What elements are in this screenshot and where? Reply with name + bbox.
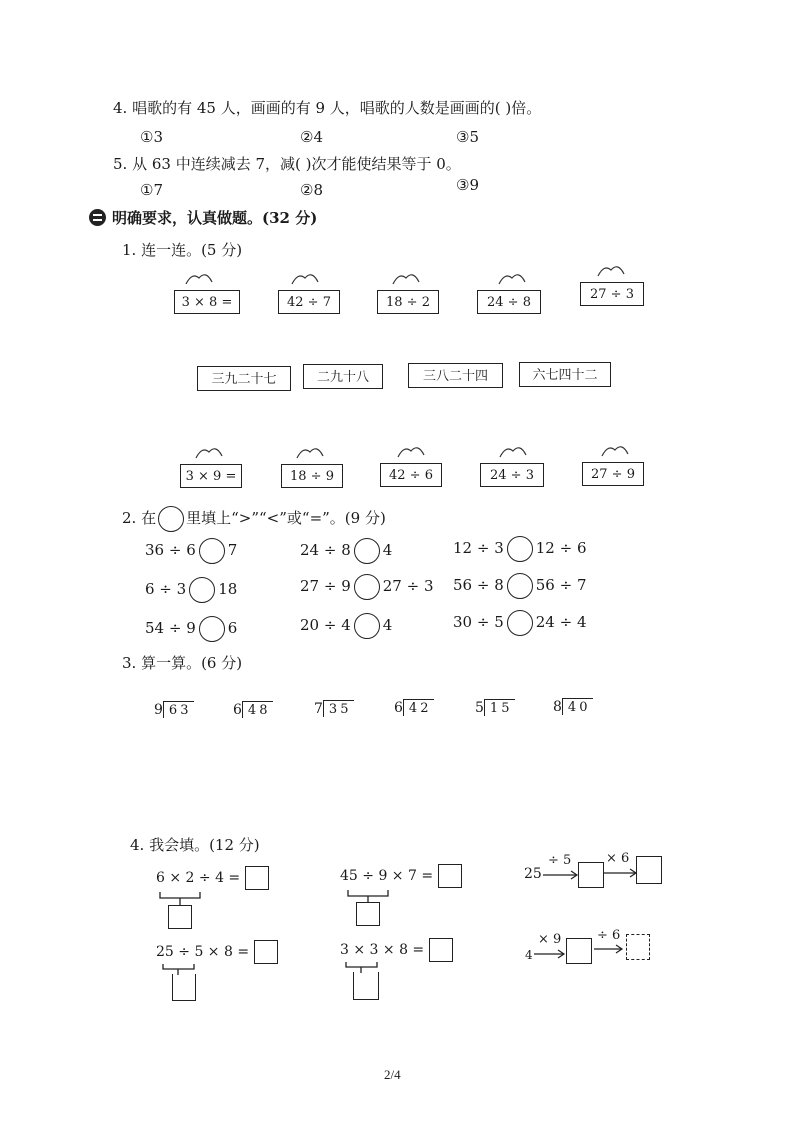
long-division-3[interactable] xyxy=(314,700,354,717)
compare-item xyxy=(145,538,237,564)
divisor: 8 xyxy=(553,699,562,715)
answer-box[interactable] xyxy=(438,864,462,888)
top-card-3 xyxy=(377,270,439,314)
compare-circle[interactable] xyxy=(199,616,225,642)
chain-box-2[interactable] xyxy=(636,856,662,884)
divisor: 7 xyxy=(314,701,323,717)
bottom-expression-4[interactable]: 24 ÷ 3 xyxy=(480,463,544,487)
q5-option-1[interactable]: ①7 xyxy=(140,181,163,199)
dividend: 40 xyxy=(562,698,594,715)
question-5-text: 5. 从 63 中连续减去 7，减( )次才能使结果等于 0。 xyxy=(113,155,461,173)
decoration-icon xyxy=(391,270,421,286)
compare-left: 6 ÷ 3 xyxy=(145,580,187,598)
top-card-4 xyxy=(477,270,541,314)
compare-circle[interactable] xyxy=(189,577,215,603)
intermediate-box[interactable] xyxy=(168,905,192,929)
bottom-expression-1[interactable]: 3 × 9 = xyxy=(180,464,242,488)
top-card-2 xyxy=(278,270,340,314)
dividend: 48 xyxy=(242,701,274,718)
q5-option-2[interactable]: ②8 xyxy=(300,181,323,199)
part-2-title-prefix: 2. 在 xyxy=(122,509,157,527)
compare-left: 56 ÷ 8 xyxy=(453,576,504,594)
compare-circle[interactable] xyxy=(354,538,380,564)
divisor: 6 xyxy=(233,702,242,718)
chain-start-1: 25 xyxy=(524,866,542,882)
arrow-icon xyxy=(543,870,579,880)
compare-circle[interactable] xyxy=(354,574,380,600)
compare-right: 7 xyxy=(227,541,238,559)
chain-box-1[interactable] xyxy=(578,862,604,888)
compare-left: 12 ÷ 3 xyxy=(453,539,504,557)
long-division-2[interactable] xyxy=(233,701,273,718)
compare-right: 56 ÷ 7 xyxy=(535,576,587,594)
section-number-icon xyxy=(89,209,106,226)
bottom-card-3 xyxy=(380,443,442,487)
compare-left: 30 ÷ 5 xyxy=(453,613,504,631)
top-expression-3[interactable]: 18 ÷ 2 xyxy=(377,290,439,314)
compare-left: 54 ÷ 9 xyxy=(145,619,196,637)
top-expression-4[interactable]: 24 ÷ 8 xyxy=(477,290,541,314)
compare-right: 24 ÷ 4 xyxy=(535,613,587,631)
dividend: 63 xyxy=(163,701,195,718)
intermediate-box[interactable] xyxy=(172,974,196,1001)
part-2-title-suffix: 里填上“>”“<”或“=”。(9 分) xyxy=(186,509,386,527)
bottom-expression-2[interactable]: 18 ÷ 9 xyxy=(281,464,343,488)
bottom-expression-3[interactable]: 42 ÷ 6 xyxy=(380,463,442,487)
top-expression-5[interactable]: 27 ÷ 3 xyxy=(580,282,644,306)
q4-option-2[interactable]: ②4 xyxy=(300,128,323,146)
section-3-title: 明确要求，认真做题。(32 分) xyxy=(112,209,318,227)
compare-right: 6 xyxy=(227,619,238,637)
divisor: 5 xyxy=(475,700,484,716)
expression-text: 6 × 2 ÷ 4 = xyxy=(156,870,241,886)
bottom-card-5 xyxy=(582,442,644,486)
decoration-icon xyxy=(497,270,527,286)
compare-right: 27 ÷ 3 xyxy=(382,577,434,595)
middle-rhyme-1[interactable]: 三九二十七 xyxy=(197,366,291,391)
compare-item xyxy=(300,574,434,600)
decoration-icon xyxy=(184,270,214,286)
arrow-icon xyxy=(604,868,638,878)
dividend: 35 xyxy=(323,700,355,717)
compare-item xyxy=(453,610,587,636)
long-division-4[interactable] xyxy=(394,699,434,716)
divisor: 9 xyxy=(154,702,163,718)
decoration-icon xyxy=(600,442,630,458)
chain-box-3[interactable] xyxy=(566,938,592,964)
dividend: 42 xyxy=(403,699,435,716)
chain-start-2: 4 xyxy=(525,948,533,962)
intermediate-box[interactable] xyxy=(356,902,380,926)
q4-option-1[interactable]: ①3 xyxy=(140,128,163,146)
middle-rhyme-3[interactable]: 三八二十四 xyxy=(408,363,503,388)
fill-expression-3 xyxy=(156,940,278,964)
chain-op-3: × 9 xyxy=(538,932,562,947)
dividend: 15 xyxy=(484,699,516,716)
part-2-title xyxy=(122,506,386,532)
compare-left: 27 ÷ 9 xyxy=(300,577,351,595)
compare-left: 20 ÷ 4 xyxy=(300,616,351,634)
top-card-1 xyxy=(174,270,240,314)
top-expression-2[interactable]: 42 ÷ 7 xyxy=(278,290,340,314)
top-card-5 xyxy=(580,262,644,306)
compare-circle[interactable] xyxy=(354,613,380,639)
compare-item xyxy=(145,616,237,642)
part-3-title: 3. 算一算。(6 分) xyxy=(122,654,243,672)
chain-box-4[interactable] xyxy=(626,934,650,960)
decoration-icon xyxy=(596,262,626,278)
circle-icon xyxy=(158,506,184,532)
compare-item xyxy=(453,573,587,599)
page-number: 2/4 xyxy=(384,1067,401,1082)
part-4-title: 4. 我会填。(12 分) xyxy=(130,836,260,854)
compare-item xyxy=(300,538,392,564)
answer-box[interactable] xyxy=(429,938,453,962)
top-expression-1[interactable]: 3 × 8 = xyxy=(174,290,240,314)
q4-option-3[interactable]: ③5 xyxy=(456,128,479,146)
chain-op-1: ÷ 5 xyxy=(548,853,572,868)
compare-right: 12 ÷ 6 xyxy=(535,539,587,557)
decoration-icon xyxy=(498,443,528,459)
compare-right: 18 xyxy=(218,580,238,598)
expression-text: 45 ÷ 9 × 7 = xyxy=(340,868,434,884)
bottom-card-2 xyxy=(281,444,343,488)
bottom-card-1 xyxy=(180,444,242,488)
answer-box[interactable] xyxy=(254,940,278,964)
compare-circle[interactable] xyxy=(507,536,533,562)
long-division-6[interactable] xyxy=(553,698,593,715)
arrow-icon xyxy=(534,949,566,959)
compare-left: 24 ÷ 8 xyxy=(300,541,351,559)
chain-op-2: × 6 xyxy=(606,851,630,866)
divisor: 6 xyxy=(394,700,403,716)
long-division-5[interactable] xyxy=(475,699,515,716)
decoration-icon xyxy=(194,444,224,460)
compare-right: 4 xyxy=(382,541,393,559)
decoration-icon xyxy=(290,270,320,286)
decoration-icon xyxy=(396,443,426,459)
decoration-icon xyxy=(295,444,325,460)
bottom-card-4 xyxy=(480,443,544,487)
compare-circle[interactable] xyxy=(507,573,533,599)
compare-item xyxy=(145,577,237,603)
answer-box[interactable] xyxy=(245,866,269,890)
compare-item xyxy=(300,613,392,639)
arrow-icon xyxy=(594,944,624,954)
part-1-title: 1. 连一连。(5 分) xyxy=(122,241,243,259)
chain-op-4: ÷ 6 xyxy=(597,928,621,943)
section-3-heading xyxy=(89,207,317,228)
bracket-icon xyxy=(156,890,206,906)
fill-expression-2 xyxy=(340,864,462,888)
middle-rhyme-4[interactable]: 六七四十二 xyxy=(519,362,611,387)
middle-rhyme-2[interactable]: 二九十八 xyxy=(303,364,383,389)
compare-right: 4 xyxy=(382,616,393,634)
fill-expression-4 xyxy=(340,938,453,962)
compare-left: 36 ÷ 6 xyxy=(145,541,196,559)
question-4-text: 4. 唱歌的有 45 人，画画的有 9 人，唱歌的人数是画画的( )倍。 xyxy=(113,99,542,117)
fill-expression-1 xyxy=(156,866,269,890)
expression-text: 3 × 3 × 8 = xyxy=(340,942,425,958)
compare-circle[interactable] xyxy=(199,538,225,564)
long-division-1[interactable] xyxy=(154,701,194,718)
compare-item xyxy=(453,536,587,562)
q5-option-3[interactable]: ③9 xyxy=(456,176,479,194)
compare-circle[interactable] xyxy=(507,610,533,636)
expression-text: 25 ÷ 5 × 8 = xyxy=(156,944,250,960)
bottom-expression-5[interactable]: 27 ÷ 9 xyxy=(582,462,644,486)
intermediate-box[interactable] xyxy=(353,972,379,1000)
